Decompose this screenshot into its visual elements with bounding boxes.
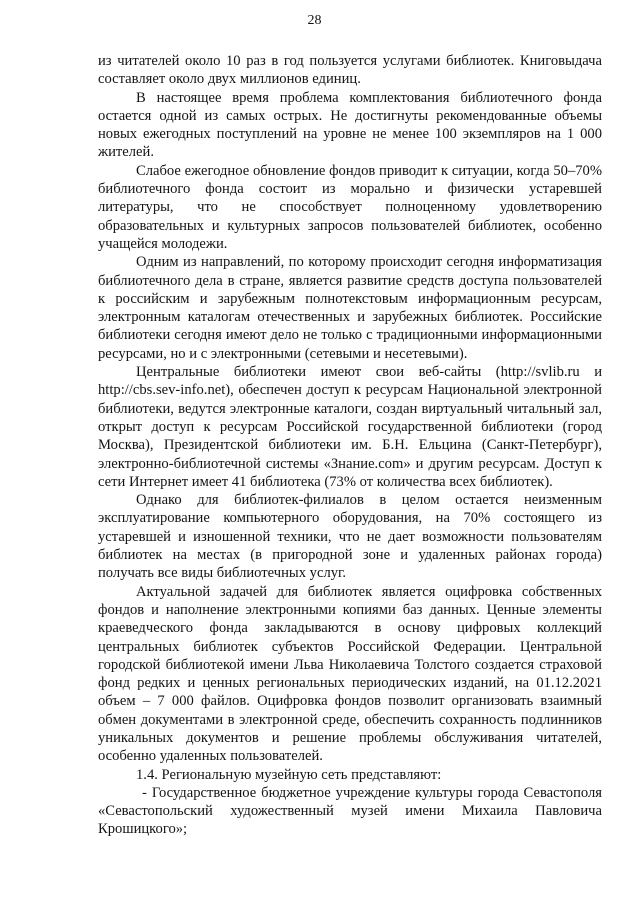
list-item: - Государственное бюджетное учреждение культуры города Севастополя «Севастопольский художественный музей имени Михаила Павловича Крошицкого»;	[98, 784, 602, 838]
paragraph: В настоящее время проблема комплектования библиотечного фонда остается одной из самых острых. Не достигнуты рекомендованные объемы новых ежегодных поступлений на уровне не менее 100 экземпляров на 1 000 жителей.	[98, 89, 602, 161]
section-heading: 1.4. Региональную музейную сеть представляют:	[136, 766, 442, 783]
paragraph: Актуальной задачей для библиотек является оцифровка собственных фондов и наполнение электронными копиями баз данных. Ценные элементы краеведческого фонда закладываются в основу цифровых коллекций центральных библиотек субъектов Российской Федерации. Центральной городской библиотекой имени Льва Николаевича Толстого создается страховой фонд редких и ценных региональных периодических изданий, на 01.12.2021 объем – 7 000 файлов. Оцифровка фондов позволит организовать взаимный обмен документами в электронной среде, обеспечить сохранность подлинников уникальных документов и решение проблемы обслуживания читателей, особенно удаленных пользователей.	[98, 583, 602, 765]
paragraph: Слабое ежегодное обновление фондов приводит к ситуации, когда 50–70% библиотечного фонда состоит из морально и физически устаревшей литературы, что не способствует полноценному удовлетворению образовательных и культурных запросов пользователей библиотек, особенно учащейся молодежи.	[98, 162, 602, 252]
paragraph: из читателей около 10 раз в год пользуется услугами библиотек. Книговыдача составляет около двух миллионов единиц.	[98, 53, 602, 88]
page-number: 28	[307, 13, 322, 28]
paragraph: Однако для библиотек-филиалов в целом остается неизменным эксплуатирование компьютерного оборудования, на 70% состоящего из устаревшей и изношенной техники, что не дает возможности пользователям библиотек на местах (в пригородной зоне и удаленных районах города) получать все виды библиотечных услуг.	[98, 492, 602, 582]
document-body	[98, 52, 602, 839]
paragraph: Центральные библиотеки имеют свои веб-сайты (http://svlib.ru и http://cbs.sev-info.net), обеспечен доступ к ресурсам Национальной электронной библиотеки, ведутся электронные каталоги, создан виртуальный читальный зал, открыт доступ к ресурсам Российской государственной библиотеки (город Москва), Президентской библиотеки им. Б.Н. Ельцина (Санкт-Петербург), электронно-библиотечной системы «Знание.com» и другим ресурсам. Доступ к сети Интернет имеет 41 библиотека (73% от количества всех библиотек).	[98, 364, 602, 490]
paragraph: Одним из направлений, по которому происходит сегодня информатизация библиотечного дела в стране, является развитие средств доступа пользователей к российским и зарубежным полнотекстовым информационным ресурсам, электронным каталогам отечественных и зарубежных библиотек. Российские библиотеки сегодня имеют дело не только с традиционными информационными ресурсами, но и с электронными (сетевыми и несетевыми).	[98, 254, 602, 362]
